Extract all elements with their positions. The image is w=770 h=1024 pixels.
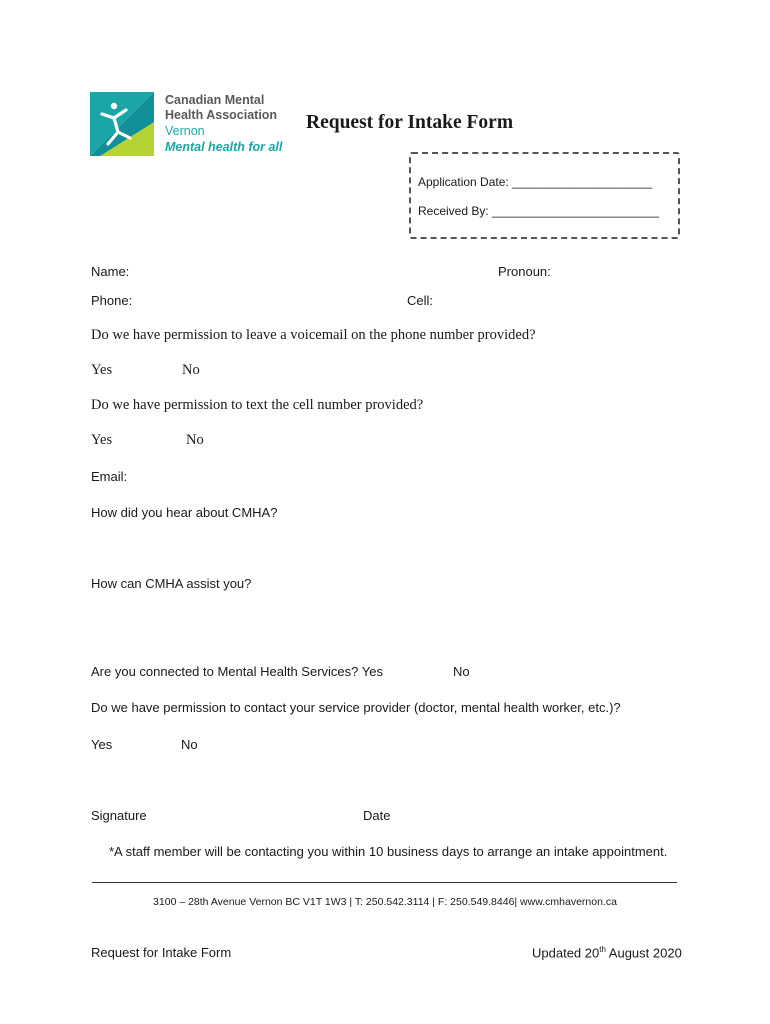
phone-field-label[interactable]: Phone: bbox=[91, 293, 133, 308]
name-field-label[interactable]: Name: bbox=[91, 264, 130, 279]
application-date-field[interactable]: Application Date: _____________________ bbox=[418, 175, 653, 189]
signature-field-label[interactable]: Signature bbox=[91, 808, 147, 823]
footer-form-name: Request for Intake Form bbox=[91, 945, 232, 960]
cell-field-label[interactable]: Cell: bbox=[407, 293, 434, 308]
connected-question-yes[interactable]: Are you connected to Mental Health Services? Yes bbox=[91, 664, 383, 679]
text-yes-option[interactable]: Yes bbox=[91, 432, 113, 448]
footer-updated-date: Updated 20th August 2020 bbox=[532, 945, 682, 961]
staff-contact-note: *A staff member will be contacting you within 10 business days to arrange an intake appointment. bbox=[109, 844, 668, 859]
voicemail-question: Do we have permission to leave a voicemail on the phone number provided? bbox=[91, 327, 536, 343]
cmha-logo-icon bbox=[90, 92, 154, 156]
provider-yes-option[interactable]: Yes bbox=[91, 737, 113, 752]
text-permission-question: Do we have permission to text the cell number provided? bbox=[91, 397, 424, 413]
staff-use-box bbox=[409, 152, 680, 239]
page-title: Request for Intake Form bbox=[306, 112, 514, 133]
footer-address: 3100 – 28th Avenue Vernon BC V1T 1W3 | T: 250.542.3114 | F: 250.549.8446| www.cmhavernon.ca bbox=[153, 896, 617, 908]
voicemail-yes-option[interactable]: Yes bbox=[91, 362, 113, 378]
logo-text-line1: Canadian Mental bbox=[165, 93, 265, 107]
provider-no-option[interactable]: No bbox=[181, 737, 198, 752]
logo-text-line3: Vernon bbox=[165, 124, 205, 138]
received-by-field[interactable]: Received By: _________________________ bbox=[418, 204, 659, 218]
contact-provider-question: Do we have permission to contact your service provider (doctor, mental health worker, etc.)? bbox=[91, 700, 621, 715]
footer-divider bbox=[92, 882, 677, 883]
hear-about-question[interactable]: How did you hear about CMHA? bbox=[91, 505, 278, 520]
logo-text-line2: Health Association bbox=[165, 108, 278, 122]
pronoun-field-label[interactable]: Pronoun: bbox=[498, 264, 551, 279]
date-field-label[interactable]: Date bbox=[363, 808, 391, 823]
connected-no-option[interactable]: No bbox=[453, 664, 470, 679]
assist-question[interactable]: How can CMHA assist you? bbox=[91, 576, 252, 591]
logo-tagline: Mental health for all bbox=[165, 140, 283, 154]
voicemail-no-option[interactable]: No bbox=[182, 362, 200, 378]
text-no-option[interactable]: No bbox=[186, 432, 204, 448]
email-field-label[interactable]: Email: bbox=[91, 469, 128, 484]
